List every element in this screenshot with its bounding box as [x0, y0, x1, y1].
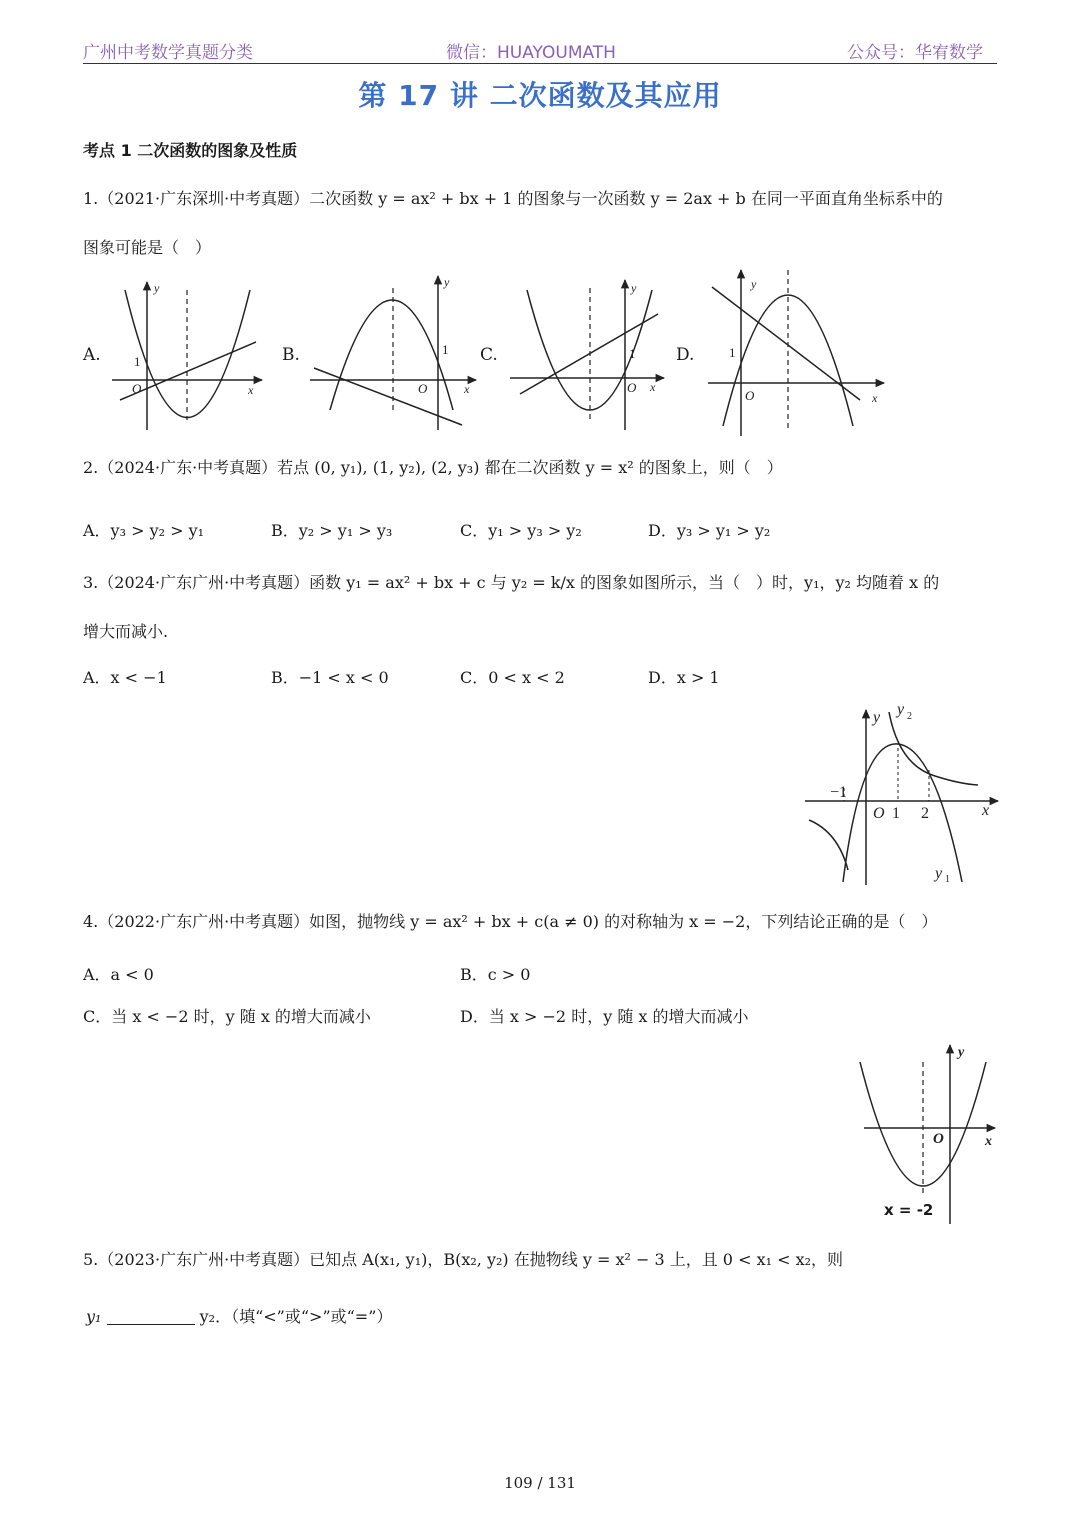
svg-text:O: O [745, 388, 755, 403]
q3-line1: 3.（2024·广东广州·中考真题）函数 y₁ = ax² + bx + c 与 y₂ = k/x 的图象如图所示，当（ ）时，y₁，y₂ 均随着 x 的 [83, 573, 940, 592]
q4-axis-label: x = -2 [884, 1201, 934, 1219]
svg-text:1: 1 [629, 346, 636, 361]
q5-line2 [86, 1307, 392, 1327]
page-number: 109 / 131 [504, 1474, 576, 1492]
q1-label-a: A. [83, 345, 101, 365]
q4-stem: 4.（2022·广东广州·中考真题）如图，抛物线 y = ax² + bx + c(a ≠ 0) 的对称轴为 x = −2，下列结论正确的是（ ） [83, 912, 938, 931]
q1-line1: 1.（2021·广东深圳·中考真题）二次函数 y = ax² + bx + 1 的图象与一次函数 y = 2ax + b 在同一平面直角坐标系中的 [83, 189, 943, 208]
svg-text:1: 1 [945, 874, 950, 885]
q4-option-a: A．a < 0 [83, 965, 154, 984]
page-title: 第 17 讲 二次函数及其应用 [358, 79, 722, 112]
q1-line2: 图象可能是（ ） [83, 238, 212, 257]
q1-label-c: C. [480, 345, 498, 365]
q3-graph [805, 701, 998, 885]
section-heading: 考点 1 二次函数的图象及性质 [83, 141, 298, 160]
header-center: 微信：HUAYOUMATH [446, 43, 616, 63]
svg-text:x: x [982, 802, 990, 819]
svg-text:1: 1 [134, 354, 141, 369]
svg-text:y: y [873, 709, 881, 726]
svg-text:O: O [873, 805, 885, 822]
q1-label-d: D. [676, 345, 695, 365]
q3-option-a: A．x < −1 [83, 668, 167, 687]
svg-text:2: 2 [921, 805, 929, 822]
svg-text:2: 2 [907, 711, 912, 722]
q1-graph-c [510, 280, 664, 430]
svg-text:y: y [935, 865, 943, 882]
q5-line1: 5.（2023·广东广州·中考真题）已知点 A(x₁, y₁)，B(x₂, y₂) 在抛物线 y = x² − 3 上，且 0 < x₁ < x₂，则 [83, 1250, 844, 1269]
q3-option-d: D．x > 1 [648, 668, 720, 687]
svg-text:O: O [418, 381, 428, 396]
q2-stem: 2.（2024·广东·中考真题）若点 (0, y₁), (1, y₂), (2, y₃) 都在二次函数 y = x² 的图象上，则（ ） [83, 458, 783, 477]
svg-text:x: x [248, 383, 254, 397]
q2-option-c: C．y₁ > y₃ > y₂ [460, 521, 582, 540]
q1-graph-b [310, 275, 476, 430]
q2-option-d: D．y₃ > y₁ > y₂ [648, 521, 771, 540]
q2-option-a: A．y₃ > y₂ > y₁ [83, 521, 205, 540]
q4-graph [860, 1045, 995, 1224]
q3-option-b: B．−1 < x < 0 [271, 668, 389, 687]
svg-text:O: O [933, 1131, 944, 1147]
svg-text:x: x [464, 382, 470, 396]
svg-text:O: O [132, 381, 142, 396]
q1-label-b: B. [282, 345, 300, 365]
svg-text:y: y [444, 275, 450, 289]
svg-text:x: x [872, 391, 878, 405]
svg-text:−1: −1 [830, 784, 848, 801]
q5-y1: y₁ [86, 1307, 102, 1326]
svg-text:1: 1 [442, 342, 449, 357]
svg-text:1: 1 [729, 345, 736, 360]
q1-graph-a [112, 281, 262, 430]
svg-text:x: x [985, 1134, 992, 1149]
q5-answer-blank[interactable] [107, 1310, 195, 1325]
svg-text:y: y [958, 1045, 965, 1060]
svg-text:O: O [627, 380, 637, 395]
svg-text:y: y [631, 281, 637, 295]
q5-y2-instruction: y₂．（填“<”或“>”或“=”） [199, 1307, 393, 1326]
q4-option-b: B．c > 0 [460, 965, 531, 984]
q2-option-b: B．y₂ > y₁ > y₃ [271, 521, 393, 540]
q3-option-c: C．0 < x < 2 [460, 668, 565, 687]
header-right: 公众号：华宥数学 [847, 43, 983, 63]
svg-text:y: y [751, 277, 757, 291]
header-left: 广州中考数学真题分类 [83, 43, 253, 63]
svg-text:1: 1 [892, 805, 900, 822]
q4-option-d: D．当 x > −2 时，y 随 x 的增大而减小 [460, 1007, 749, 1026]
svg-text:y: y [897, 701, 905, 718]
q1-graph-d [708, 270, 884, 436]
q4-option-c: C．当 x < −2 时，y 随 x 的增大而减小 [83, 1007, 371, 1026]
q3-line2: 增大而减小. [83, 622, 169, 641]
svg-text:y: y [154, 281, 160, 295]
svg-text:x: x [650, 380, 656, 394]
